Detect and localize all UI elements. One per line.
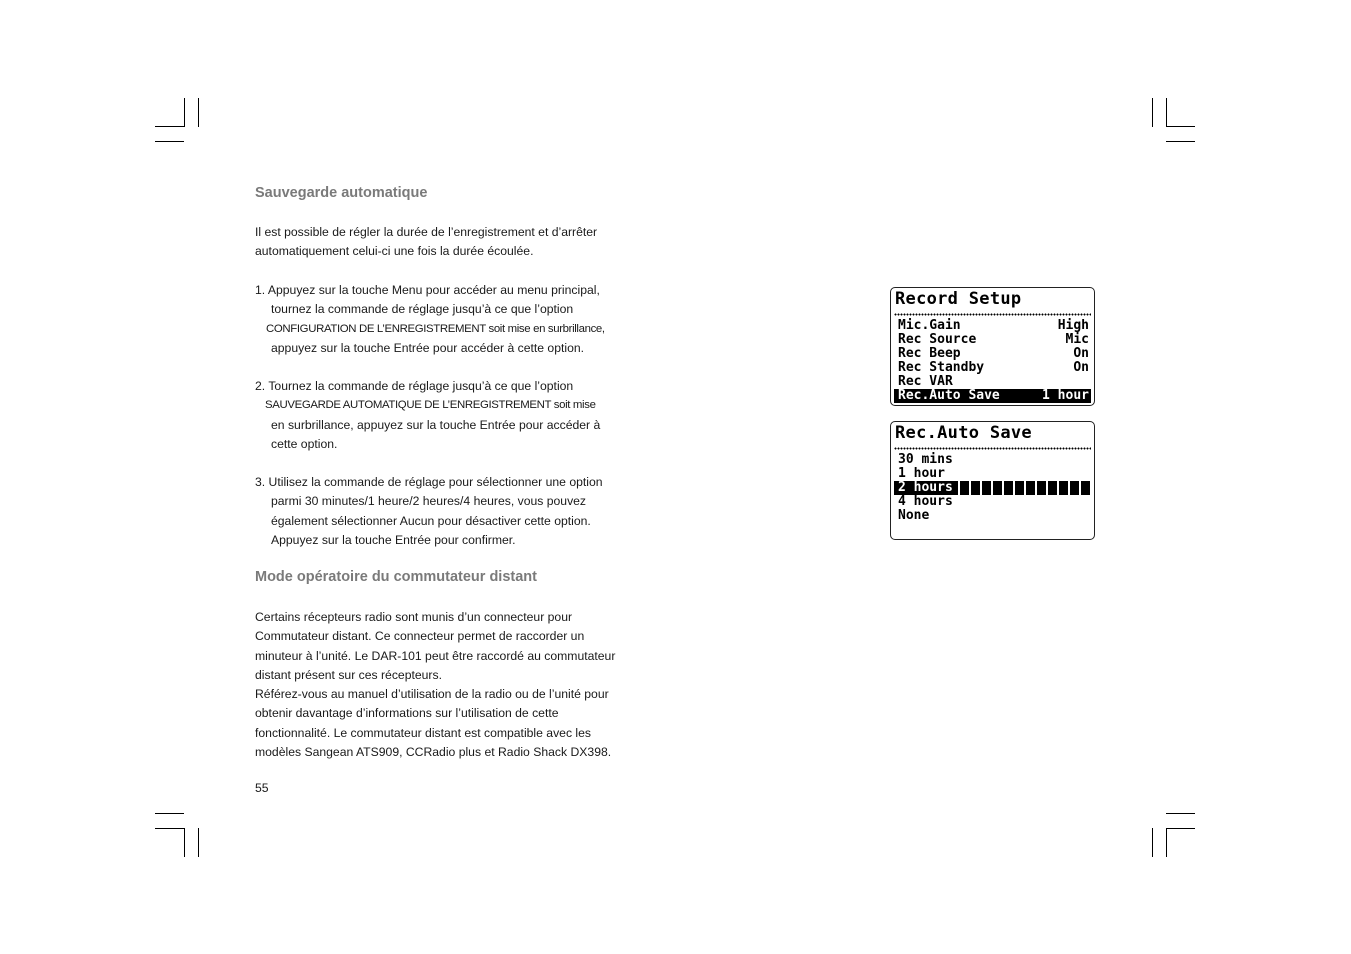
lcd-row-label: Rec Beep bbox=[898, 346, 961, 361]
section-heading-auto-save: Sauvegarde automatique bbox=[255, 185, 428, 201]
text-line: Référez-vous au manuel d’utilisation de la radio ou de l’unité pour bbox=[255, 687, 609, 702]
text-line: obtenir davantage d’informations sur l’utilisation de cette bbox=[255, 706, 559, 721]
lcd-row-label: Rec VAR bbox=[898, 374, 953, 389]
text-line: appuyez sur la touche Entrée pour accéder à cette option. bbox=[271, 340, 585, 355]
text-line: Appuyez sur la touche Entrée pour confirmer. bbox=[271, 532, 516, 547]
lcd-row-value: Mic bbox=[1065, 332, 1089, 347]
crop-mark bbox=[1166, 813, 1195, 814]
lcd-title: Record Setup bbox=[895, 289, 1022, 309]
lcd-option bbox=[894, 495, 1091, 509]
text-line: SAUVEGARDE AUTOMATIQUE DE L’ENREGISTREMENT soit mise bbox=[265, 399, 596, 412]
text-line: cette option. bbox=[271, 436, 338, 451]
text-line: Commutateur distant. Ce connecteur permet de raccorder un bbox=[255, 629, 585, 644]
crop-mark bbox=[184, 98, 185, 127]
crop-mark bbox=[155, 813, 184, 814]
lcd-record-setup bbox=[890, 287, 1095, 406]
crop-mark bbox=[198, 98, 199, 127]
lcd-row-rec-auto-save-selected bbox=[894, 389, 1091, 403]
text-line: 1. Appuyez sur la touche Menu pour accéder au menu principal, bbox=[255, 283, 600, 297]
text-line: parmi 30 minutes/1 heure/2 heures/4 heures, vous pouvez bbox=[271, 494, 587, 509]
crop-mark bbox=[1166, 141, 1195, 142]
lcd-divider bbox=[894, 313, 1091, 316]
text-line: distant présent sur ces récepteurs. bbox=[255, 667, 442, 682]
lcd-option bbox=[894, 467, 1091, 481]
remote-switch-paragraph bbox=[255, 608, 615, 762]
text-line: automatiquement celui-ci une fois la durée écoulée. bbox=[255, 244, 534, 259]
crop-mark bbox=[1152, 98, 1153, 127]
lcd-row-rec-beep bbox=[894, 347, 1091, 361]
lcd-option-label: 2 hours bbox=[898, 480, 953, 495]
lcd-option-label: 1 hour bbox=[898, 466, 945, 481]
text-line: fonctionnalité. Le commutateur distant est compatible avec les bbox=[255, 725, 592, 740]
lcd-row-label: Mic.Gain bbox=[898, 318, 961, 333]
lcd-option-selected bbox=[894, 481, 1091, 495]
step-2 bbox=[255, 377, 600, 454]
lcd-option-label: None bbox=[898, 508, 930, 523]
crop-mark bbox=[1166, 126, 1195, 127]
text-line: CONFIGURATION DE L’ENREGISTREMENT soit mise en surbrillance, bbox=[266, 322, 605, 335]
lcd-rec-auto-save bbox=[890, 421, 1095, 540]
intro-paragraph bbox=[255, 223, 597, 262]
crop-mark bbox=[1166, 98, 1167, 127]
lcd-row-rec-source bbox=[894, 333, 1091, 347]
crop-mark bbox=[155, 126, 184, 127]
crop-mark bbox=[184, 828, 185, 857]
crop-mark bbox=[1166, 828, 1167, 857]
lcd-row-value: On bbox=[1073, 360, 1089, 375]
text-line: modèles Sangean ATS909, CCRadio plus et Radio Shack DX398. bbox=[255, 745, 612, 760]
crop-mark bbox=[1166, 828, 1195, 829]
lcd-row-rec-standby bbox=[894, 361, 1091, 375]
text-line: 2. Tournez la commande de réglage jusqu’à ce que l’option bbox=[255, 379, 574, 393]
section-heading-remote-switch: Mode opératoire du commutateur distant bbox=[255, 569, 537, 585]
text-line: minuteur à l’unité. Le DAR-101 peut être raccordé au commutateur bbox=[255, 648, 616, 663]
lcd-option-label: 30 mins bbox=[898, 452, 953, 467]
lcd-row-label: Rec Standby bbox=[898, 360, 985, 375]
crop-mark bbox=[155, 141, 184, 142]
lcd-title: Rec.Auto Save bbox=[895, 423, 1032, 443]
lcd-row-rec-var bbox=[894, 375, 1091, 389]
lcd-row-label: Rec.Auto Save bbox=[898, 388, 1000, 403]
lcd-row-value: 1 hour bbox=[1042, 388, 1089, 403]
crop-mark bbox=[198, 828, 199, 857]
text-line: en surbrillance, appuyez sur la touche Entrée pour accéder à bbox=[271, 417, 601, 432]
crop-mark bbox=[1152, 828, 1153, 857]
text-line: tournez la commande de réglage jusqu’à ce que l’option bbox=[271, 302, 574, 317]
text-line: également sélectionner Aucun pour désactiver cette option. bbox=[271, 513, 591, 528]
step-1 bbox=[255, 281, 605, 358]
lcd-divider bbox=[894, 447, 1091, 450]
text-line: 3. Utilisez la commande de réglage pour sélectionner une option bbox=[255, 475, 603, 489]
page-number: 55 bbox=[255, 781, 269, 795]
lcd-row-mic-gain bbox=[894, 319, 1091, 333]
lcd-option bbox=[894, 509, 1091, 523]
lcd-option bbox=[894, 453, 1091, 467]
text-line: Il est possible de régler la durée de l’enregistrement et d’arrêter bbox=[255, 225, 598, 239]
lcd-option-label: 4 hours bbox=[898, 494, 953, 509]
crop-mark bbox=[155, 828, 184, 829]
lcd-row-value: On bbox=[1073, 346, 1089, 361]
step-3 bbox=[255, 473, 603, 550]
text-line: Certains récepteurs radio sont munis d’un connecteur pour bbox=[255, 610, 573, 624]
lcd-row-value: High bbox=[1057, 318, 1089, 333]
lcd-row-label: Rec Source bbox=[898, 332, 977, 347]
